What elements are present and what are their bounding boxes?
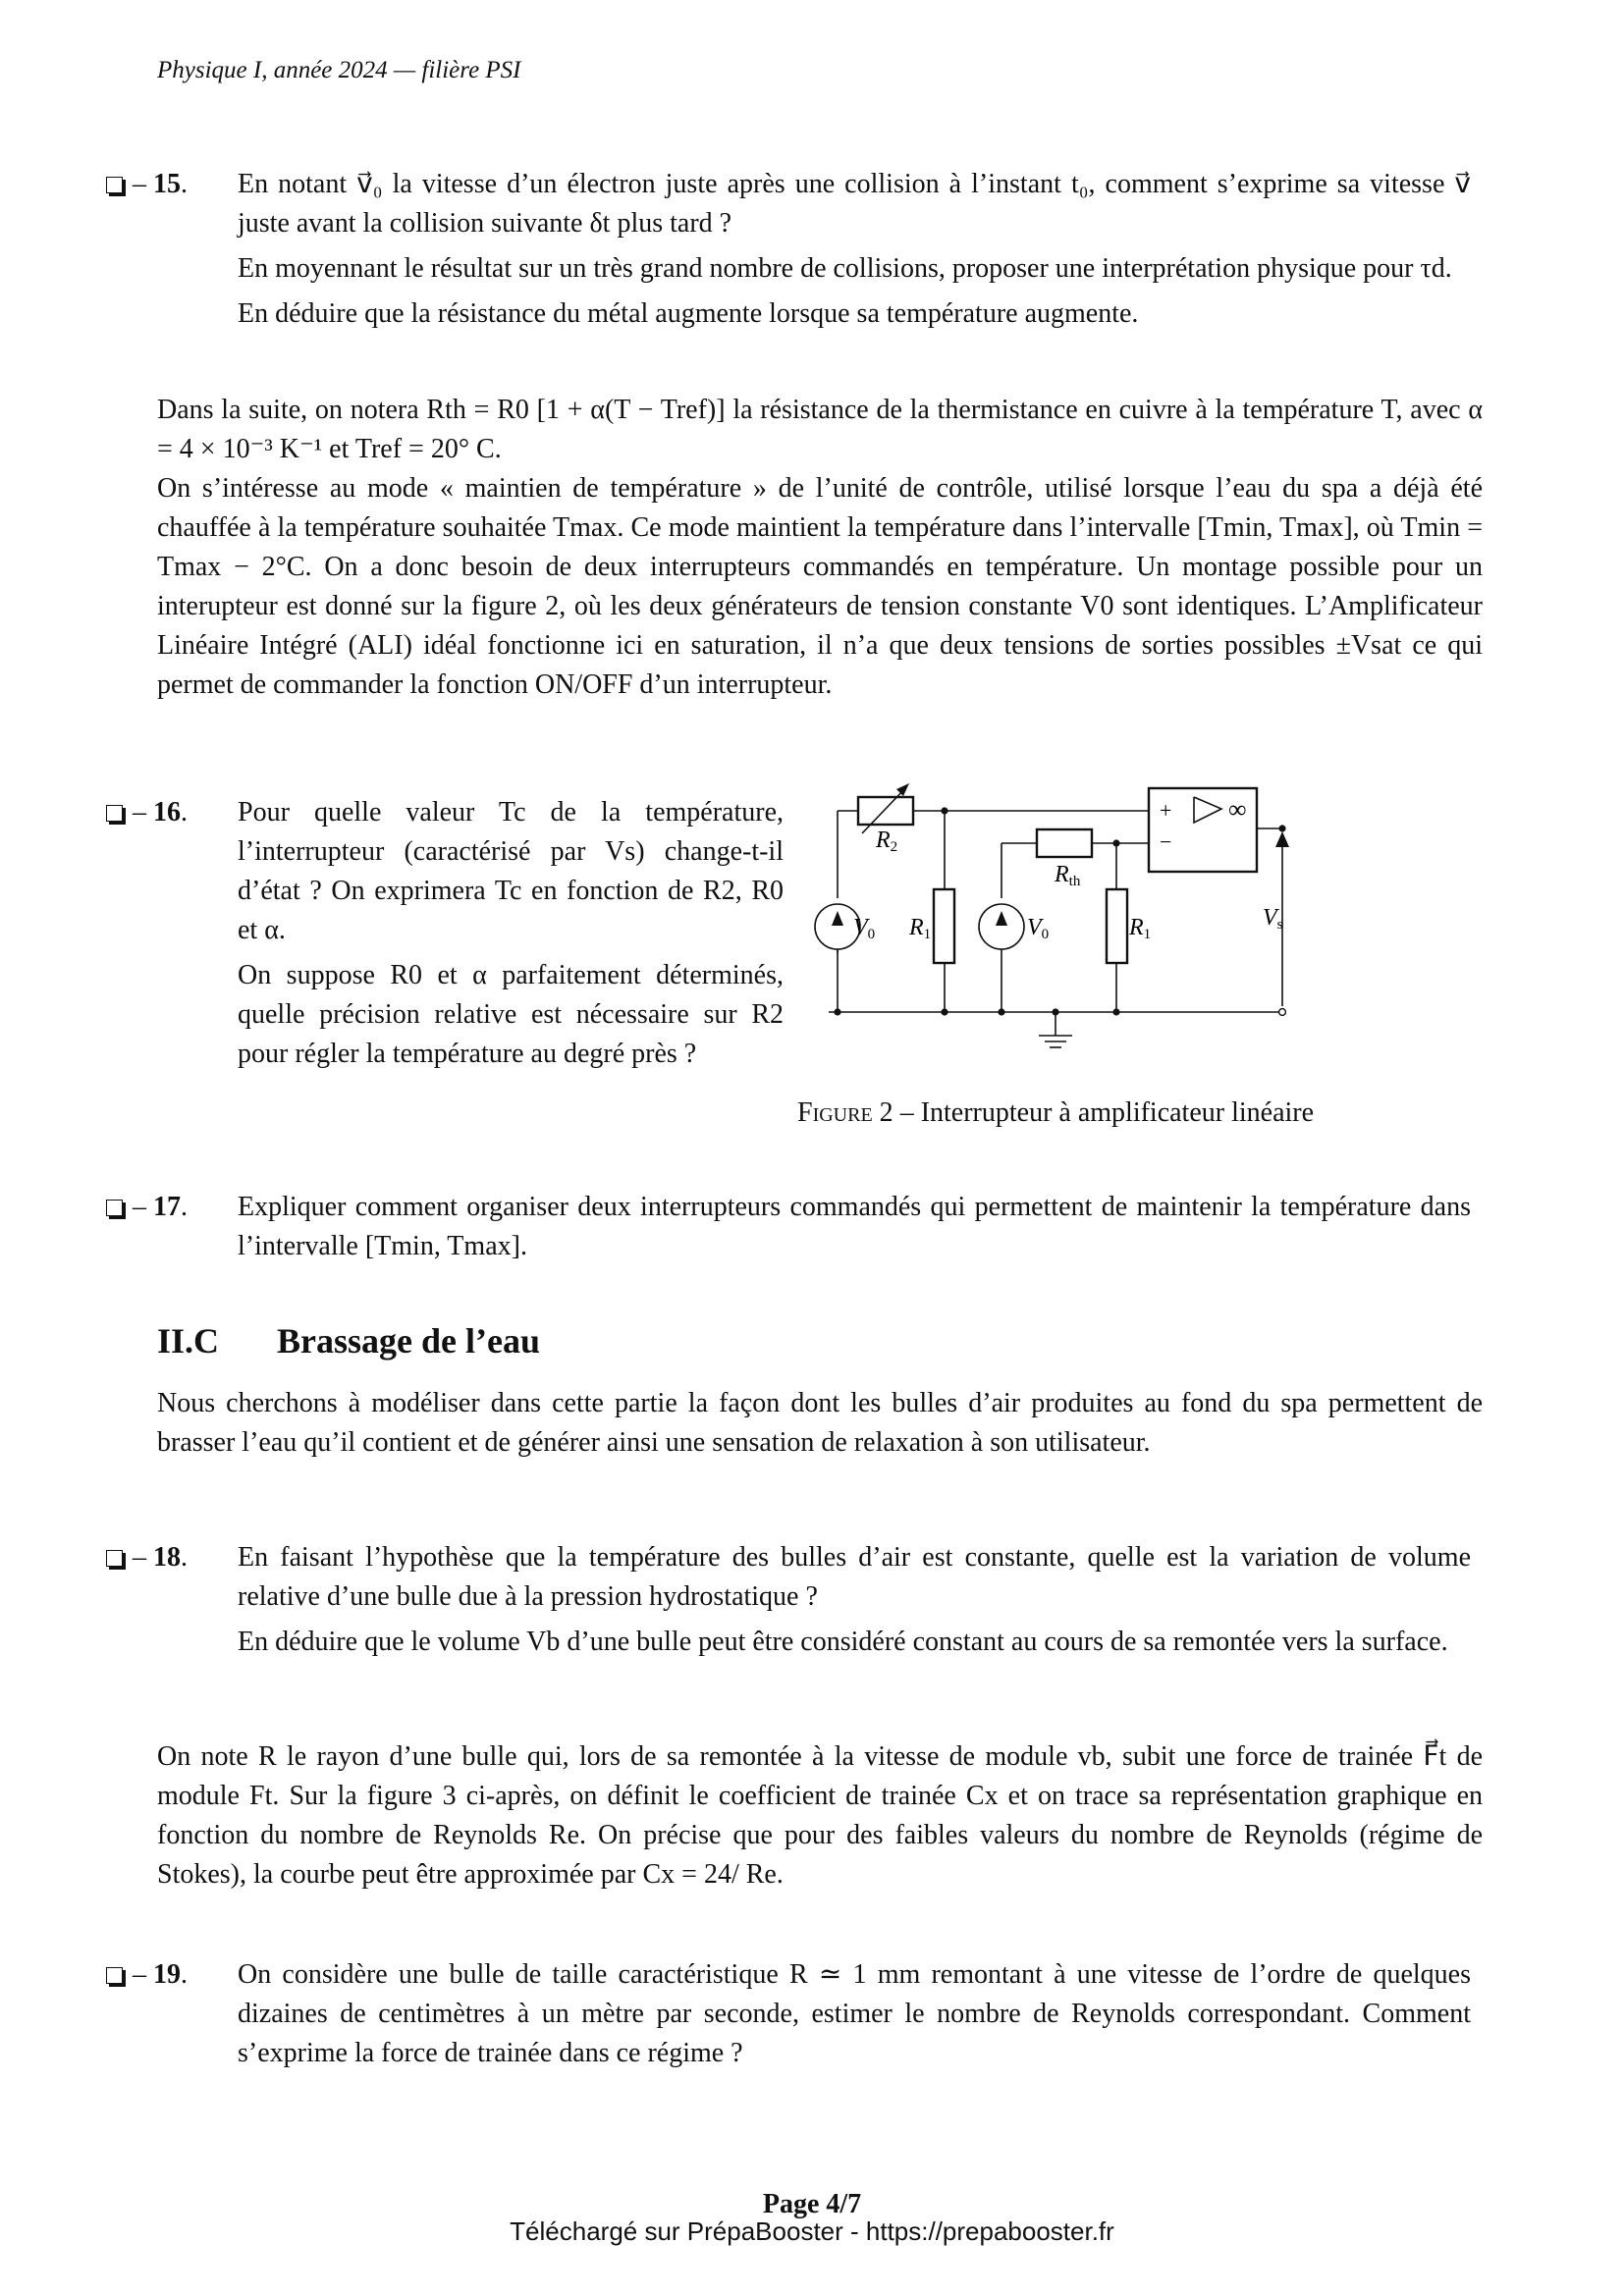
node-dot: [941, 807, 947, 814]
question-number: – 18.: [106, 1538, 188, 1577]
node-dot: [998, 1008, 1004, 1015]
question-19: [106, 1955, 1471, 2079]
opamp-minus: −: [1160, 829, 1172, 854]
question-number: – 19.: [106, 1955, 188, 1995]
download-notice: Téléchargé sur PrépaBooster - https://prepabooster.fr: [510, 2216, 1114, 2246]
output-terminal: [1279, 1009, 1286, 1016]
label-v0-left: V0: [853, 915, 876, 942]
question-text: Pour quelle valeur Tc de la température, l’interrupteur (caractérisé par Vs) change-t-il d’état ? On exprimera Tc en fonction de R2, R0 et α.: [238, 797, 784, 945]
node-dot: [941, 1008, 947, 1015]
node-dot: [1052, 1008, 1058, 1015]
paragraph-trainee: On note R le rayon d’une bulle qui, lors de sa remontée à la vitesse de module vb, subit une force de trainée F⃗t de module Ft. Sur la figure 3 ci-après, on définit le coefficient de trainée Cx et on trace sa représentation graphique en fonction du nombre de Reynolds Re. On précise que pour des faibles valeurs du nombre de Reynolds (régime de Stokes), la courbe peut être approximée par Cx = 24/ Re.: [157, 1741, 1483, 1890]
label-vs: Vs: [1263, 905, 1283, 933]
question-text: On considère une bulle de taille caractéristique R ≃ 1 mm remontant à une vitesse de l’ordre de quelques dizaines de centimètres à un mètre par seconde, estimer le nombre de Reynolds correspondant. Comment s’exprime la force de trainée dans ce régime ?: [238, 1959, 1471, 2068]
question-15: [106, 165, 1471, 340]
node-dot: [1112, 839, 1119, 846]
arrow-up-icon: [832, 911, 843, 926]
question-text: Expliquer comment organiser deux interrupteurs commandés qui permettent de maintenir la température dans l’intervalle [Tmin, Tmax].: [238, 1192, 1471, 1261]
label-r1-right: R1: [1129, 915, 1152, 942]
resistor-r1-left: [934, 889, 954, 963]
checkbox-icon: [106, 1200, 123, 1216]
resistor-r2: [858, 797, 913, 825]
question-18: [106, 1538, 1471, 1668]
question-number: – 15.: [106, 165, 188, 204]
question-number: – 17.: [106, 1188, 188, 1227]
paragraph-thermistance: Dans la suite, on notera Rth = R0 [1 + α(T − Tref)] la résistance de la thermistance en cuivre à la température T, avec α = 4 × 10⁻³ K⁻¹ et Tref = 20° C. On s’intéresse au mode « maintien de température » de l’unité de contrôle, utilisé lorsque l’eau du spa a déjà été chauffée à la température souhaitée Tmax. Ce mode maintient la température dans l’intervalle [Tmin, Tmax], où Tmin = Tmax − 2°C. On a donc besoin de deux interrupteurs commandés en température. Un montage possible pour un interupteur est donné sur la figure 2, où les deux générateurs de tension constante V0 sont identiques. L’Amplificateur Linéaire Intégré (ALI) idéal fonctionne ici en saturation, il n’a que deux tensions de sorties possibles ±Vsat ce qui permet de commander la fonction ON/OFF d’un interrupteur.: [157, 391, 1483, 705]
opamp-infinity: ∞: [1228, 795, 1247, 824]
node-dot: [834, 1008, 840, 1015]
arrow-up-icon: [996, 911, 1007, 926]
checkbox-icon: [106, 1550, 123, 1567]
question-text: En déduire que le volume Vb d’une bulle peut être considéré constant au cours de sa remontée vers la surface.: [238, 1627, 1448, 1657]
amplifier-triangle-icon: [1194, 797, 1221, 823]
node-dot: [1112, 1008, 1119, 1015]
variable-arrow-icon: [862, 787, 906, 833]
question-text: En moyennant le résultat sur un très grand nombre de collisions, proposer une interprétation physique pour τd.: [238, 253, 1452, 284]
label-r1-left: R1: [909, 915, 932, 942]
checkbox-icon: [106, 805, 123, 822]
question-text: En faisant l’hypothèse que la température des bulles d’air est constante, quelle est la variation de volume relative d’une bulle due à la pression hydrostatique ?: [238, 1542, 1471, 1612]
question-text: En déduire que la résistance du métal augmente lorsque sa température augmente.: [238, 298, 1139, 329]
section-heading: II.C Brassage de l’eau: [157, 1321, 540, 1361]
resistor-r1-right: [1107, 889, 1127, 963]
checkbox-icon: [106, 1967, 123, 1984]
question-17: [106, 1188, 1471, 1272]
question-16: [106, 793, 784, 1080]
node-dot: [1278, 825, 1285, 831]
running-header: Physique I, année 2024 — filière PSI: [157, 57, 521, 83]
question-text: On suppose R0 et α parfaitement déterminés, quelle précision relative est nécessaire sur R2 pour régler la température au degré près ?: [238, 960, 784, 1069]
label-r2: R2: [876, 828, 898, 855]
resistor-rth: [1037, 829, 1092, 857]
figure-2-circuit: [805, 775, 1492, 1080]
label-rth: Rth: [1055, 862, 1081, 889]
question-text: En notant v⃗₀ la vitesse d’un électron juste après une collision à l’instant t₀, comment s’exprime sa vitesse v⃗ juste avant la collision suivante δt plus tard ?: [238, 169, 1471, 239]
paragraph-brassage: Nous cherchons à modéliser dans cette partie la façon dont les bulles d’air produites au fond du spa permettent de brasser l’eau qu’il contient et de générer ainsi une sensation de relaxation à son utilisateur.: [157, 1388, 1483, 1458]
arrowhead-icon: [1275, 831, 1289, 847]
question-number: – 16.: [106, 793, 188, 832]
page-number: Page 4/7: [762, 2189, 862, 2219]
opamp-plus: +: [1160, 798, 1172, 823]
voltage-source-2: [979, 904, 1024, 949]
checkbox-icon: [106, 177, 123, 193]
figure-2-caption: Figure 2 – Interrupteur à amplificateur linéaire: [797, 1097, 1315, 1128]
arrowhead-icon: [896, 783, 909, 796]
paragraph-mode: On s’intéresse au mode « maintien de température » de l’unité de contrôle, utilisé lorsque l’eau du spa a déjà été chauffée à la température souhaitée Tmax. Ce mode maintient la température dans l’intervalle [Tmin, Tmax], où Tmin = Tmax − 2°C. On a donc besoin de deux interrupteurs commandés en température. Un montage possible pour un interupteur est donné sur la figure 2, où les deux générateurs de tension constante V0 sont identiques. L’Amplificateur Linéaire Intégré (ALI) idéal fonctionne ici en saturation, il n’a que deux tensions de sorties possibles ±Vsat ce qui permet de commander la fonction ON/OFF d’un interrupteur.: [157, 473, 1483, 700]
label-v0-right: V0: [1027, 915, 1050, 942]
